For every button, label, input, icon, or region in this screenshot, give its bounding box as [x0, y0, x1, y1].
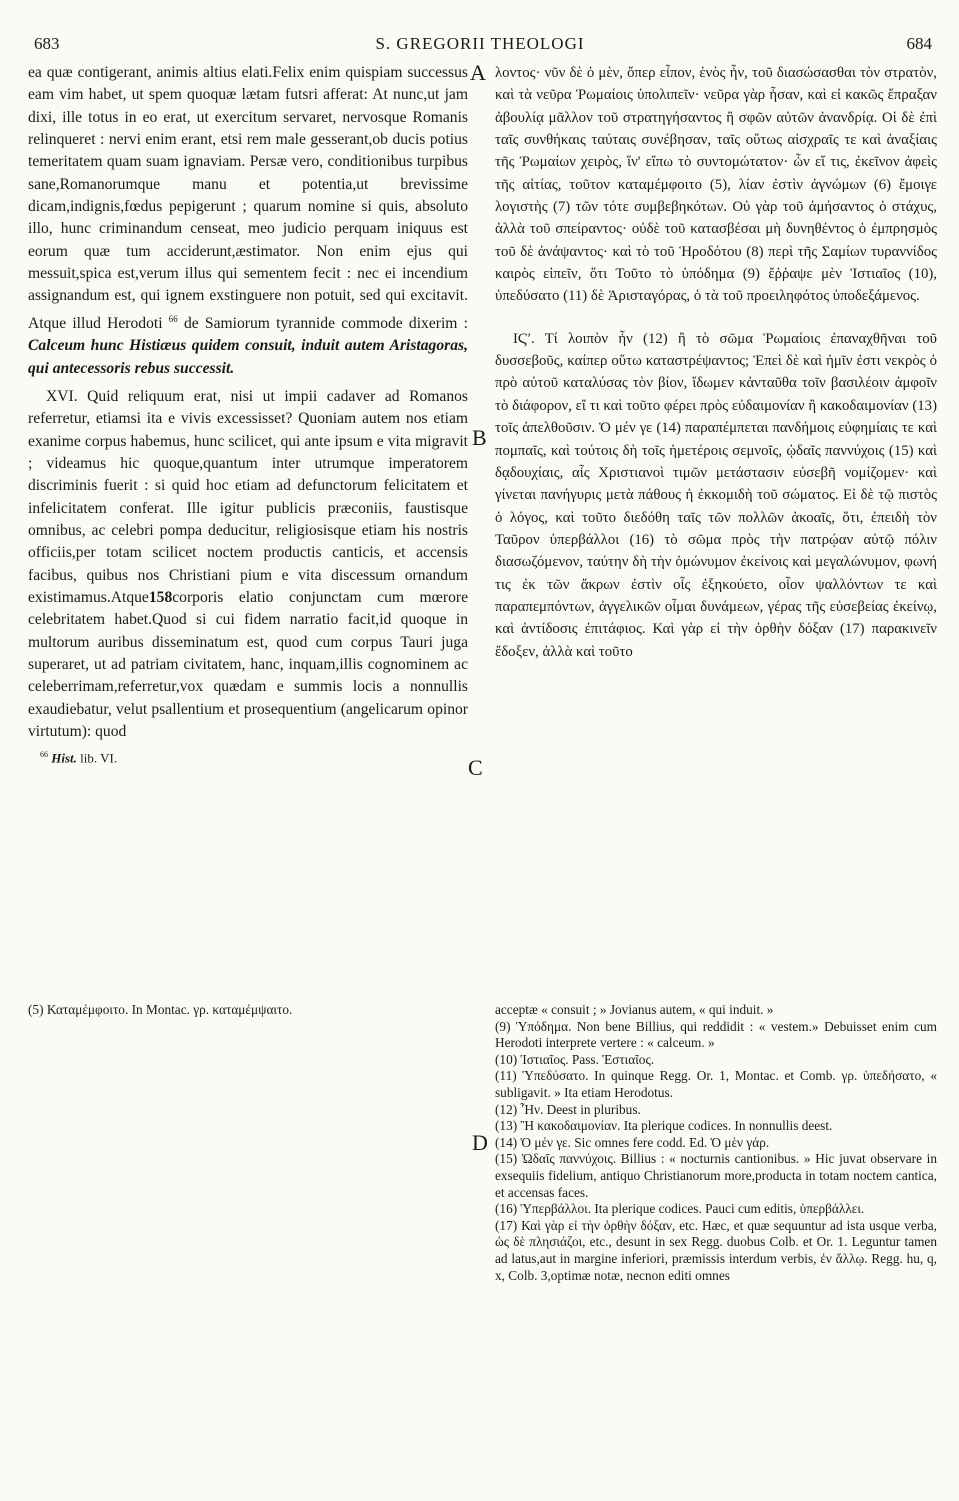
greek-paragraph-2: ΙϚʹ. Τί λοιπὸν ἦν (12) ἢ τὸ σῶμα Ῥωμαίοις ἐπαναχθῆναι τοῦ δυσσεβοῦς, καίπερ οὕτω καταστρέψαντος; Ἐπεὶ δὲ καὶ ἡμῖν ἐστι νεκρὸς ὁ πρὸ αὐτοῦ καταλύσας τὸν βίον, ἴδωμεν κἀνταῦθα τοῖν βασιλέοιν ἀμφοῖν τὸ διάφορον, εἴ τι καὶ τοῦτο φέρει πρὸς εὐδαιμονίαν ἢ κακοδαιμονίαν (13) τοῖς ἀπελθοῦσιν. Ὁ μέν γε (14) παραπέμπεται πανδήμοις εὐφημίαις τε καὶ πομπαῖς, καὶ τούτοις δὴ τοῖς ἡμετέροις σεμνοῖς, ᾠδαῖς παννύχοις (15) καὶ δᾳδουχίαις, αἷς Χριστιανοὶ τιμῶν μετάστασιν εὐσεβῆ νομίζομεν· καὶ γίνεται πανήγυρις μετὰ πάθους ἡ ἐκκομιδὴ τοῦ σώματος. Εἰ δὲ τῷ πιστὸς ὁ λόγος, καὶ τοῦτο διεδόθη ταῖς τῶν πολλῶν ἀκοαῖς, ὅτι, ἐπειδὴ τὸν Ταῦρον ὑπερβάλλοι (16) τὸ σῶμα πρὸς τὴν πατρῴαν αὐτῷ πόλιν διασωζόμενον, ταύτην δὴ τὴν ὁμώνυμον ἐκείνοις καὶ μεγαλώνυμον, φωνή τις ἐκ τῶν ἄκρων ἐστὶν οἷς ἐξηκούετο, οἷον ψαλλόντων τε καὶ παραπεμπόντων, ἀγγελικῶν οἶμαι δυνάμεων, γέρας τῆς εὐσεβείας ἐκείνῳ, καὶ ἀντίδοσις ἐπιτάφιος. Καὶ γὰρ εἰ τὴν ὀρθὴν δόξαν (17) παρακινεῖν ἔδοξεν, ἀλλὰ καὶ τοῦτο: [495, 330, 937, 660]
note-5: (5) Καταμέμφοιτο. In Montac. γρ. καταμέμψαιτο.: [28, 1002, 293, 1017]
margin-letter-c: C: [468, 755, 483, 780]
footnote-66: [28, 746, 468, 767]
greek-paragraph-1: λοντος· νῦν δὲ ὁ μὲν, ὅπερ εἶπον, ἑνὸς ἦν, τοῦ διασώσασθαι τὸν στρατὸν, καὶ τὰ νεῦρα Ῥωμαίοις ὑπολιπεῖν· νεῦρα γὰρ ἦσαν, καὶ εἰ κακῶς ἔπραξαν ἀβουλίᾳ μᾶλλον τοῦ στρατηγήσαντος ἢ σφῶν αὐτῶν ἀνανδρίᾳ. Οἱ δὲ ἐπὶ ταῖς συνθήκαις ταύταις συνέβησαν, ταῖς οὕτως αἰσχραῖς τε καὶ ἀναξίαις τῆς Ῥωμαίων χειρὸς, ἵν' εἴπω τὸ συντομώτατον· ὧν εἴ τις, ἐκεῖνον ἀφεὶς τῆς αἰτίας, τοῦτον καταμέμφοιτο (5), λίαν ἐστὶν ἀγνώμων (6) ἔμοιγε λογιστὴς (7) τῶν τότε συμβεβηκότων. Οὐ γὰρ τοῦ ἀμήσαντος ὁ στάχυς, ἀλλὰ τοῦ σπείραντος· οὐδὲ τοῦ κατασβέσαι μὴ δυνηθέντος ὁ ἐμπρησμὸς τοῦ δὲ ἀνάψαντος· καὶ τὸ τοῦ Ἡροδότου (8) περὶ τῆς Σαμίων τυραννίδος καιρὸς εἰπεῖν, ὅτι Τοῦτο τὸ ὑπόδημα (9) ἔῤῥαψε μὲν Ἱστιαῖος (10), ὑπεδύσατο (11) δὲ Ἀρισταγόρας, ὁ τὰ τοῦ προειληφότος ὑποδεξάμενος.: [495, 65, 937, 305]
margin-letter-d: D: [472, 1130, 488, 1155]
latin-p1b-text: de Samiorum tyrannide commode dixerim :: [184, 314, 468, 332]
notes-right-column: [495, 1002, 937, 1284]
greek-text-column: [495, 62, 937, 663]
latin-text-column: [28, 62, 468, 767]
note-17: (17) Καὶ γὰρ εἰ τὴν ὀρθὴν δόξαν, etc. Hæc, et quæ sequuntur ad ista usque verba, ὡς δὲ πλησιάζοι, etc., desunt in sex Regg. duobus Colb. et Or. 1. Leguntur tamen ad latus,aut in margine inferiori, præmissis interdum verbis, ἐν ἄλλῳ. Regg. hu, q, x, Colb. 3,optimæ notæ, necnon editi omnes: [495, 1217, 937, 1283]
page-header: [28, 34, 932, 58]
footnote-66-rest: lib. VI.: [80, 749, 118, 765]
margin-letter-b: B: [472, 425, 487, 450]
latin-p2b-text: corporis elatio conjunctam cum mœrore celebritatem habet.Quod si cui fidem narratio facit,id quoque in multorum auribus disseminatum est, quod cum corpus Tauri juga superaret, ut ad patriam civitatem, hanc, inquam,illis cognominem ac celeberrimam,referretur,vox quædam e summis locis a nonnullis exaudiebatur, velut psallentium et prosequentium (angelicarum opinor virtutum): quod: [28, 589, 468, 741]
note-15: (15) Ὠδαῖς παννύχοις. Billius : « nocturnis cantionibus. » Hic juvat observare in exsequiis fidelium, antiquo Christianorum more,producta in totam noctem cantica, et accensas faces.: [495, 1151, 937, 1200]
latin-p2-text: XVI. Quid reliquum erat, nisi ut impii cadaver ad Romanos referretur, etiamsi ita e vivis excessisset? Quoniam autem nos etiam exanime corpus habemus, hunc scilicet, qui ante ipsum e vita migravit ; videamus hic quoque,quantum inter utrumque imperatorem discriminis fuerit : si quid hoc etiam ad defunctorum felicitatem et infelicitatem conferat. Ille igitur publicis præconiis, faustisque omnibus, ac celebri pompa deducitur, religiosisque etiam his nostris officiis,per totam scilicet noctem productis canticis, et accensis facibus, quibus nos Christiani pium e vita discessum ornandum existimamus.Atque: [28, 388, 468, 607]
note-10: (10) Ἱστιαῖος. Pass. Ἑστιαῖος.: [495, 1051, 655, 1067]
note-cont: acceptæ « consuit ; » Jovianus autem, « qui induit. »: [495, 1002, 774, 1017]
note-9: (9) Ὑπόδημα. Non bene Billius, qui reddidit : « vestem.» Debuisset enim cum Herodoti interprete vertere : « calceum. »: [495, 1018, 937, 1051]
page-number-left: 683: [34, 34, 60, 53]
running-title: S. GREGORII THEOLOGI: [375, 34, 585, 53]
column-number: 158: [148, 589, 173, 607]
latin-paragraph-1: [28, 62, 468, 380]
footnote-66-work: Hist.: [51, 749, 77, 765]
footnote-66-mark: 66: [40, 749, 48, 759]
notes-left-column: [28, 1002, 468, 1019]
latin-p1-text: ea quæ contigerant, animis altius elati.Felix enim quispiam successus eam vim habet, ut spem quoquæ lætam futsri afferat: At nunc,ut jam dixi, ille totus in eo erat, ut exercitum servaret, nervosque Romanis relinqueret : nervi enim erant, etsi rem male gesserant,ob ducis potius temeritatem quam suam ignaviam. Persæ vero, conditionibus turpibus sane,Romanorumque manu et potentia,ut brevissime dicam,indignis,fœdus pepigerunt ; quarum nomine si quis, absoluto illo, hunc criminandum censeat, meo judicio perquam iniquus est eorum quæ tum acciderunt,æstimator. Non enim ejus qui messuit,spica est,verum illus qui sementem fecit : nec ei incendium assignandum est, qui ignem exstinguere non potuit, sed qui excitavit. Atque illud Herodoti: [28, 64, 468, 332]
note-14: (14) Ὁ μέν γε. Sic omnes fere codd. Ed. Ὁ μὲν γάρ.: [495, 1134, 770, 1150]
latin-p1-quote: Calceum hunc Histiæus quidem consuit, induit autem Aristagoras, qui antecessoris rebus successit.: [28, 337, 468, 377]
page-number-right: 684: [906, 34, 932, 53]
latin-paragraph-2: [28, 386, 468, 744]
note-16: (16) Ὑπερβάλλοι. Ita plerique codices. Pauci cum editis, ὑπερβάλλει.: [495, 1201, 865, 1217]
note-13: (13) Ἢ κακοδαιμονίαν. Ita plerique codices. In nonnullis deest.: [495, 1118, 833, 1134]
margin-letter-a: A: [470, 60, 486, 85]
note-12: (12) Ἦν. Deest in pluribus.: [495, 1101, 641, 1117]
note-11: (11) Ὑπεδύσατο. In quinque Regg. Or. 1, Montac. et Comb. γρ. ὑπεδήσατο, « subligavit. » Ita etiam Herodotus.: [495, 1068, 937, 1100]
footnote-ref-66: 66: [168, 313, 178, 324]
